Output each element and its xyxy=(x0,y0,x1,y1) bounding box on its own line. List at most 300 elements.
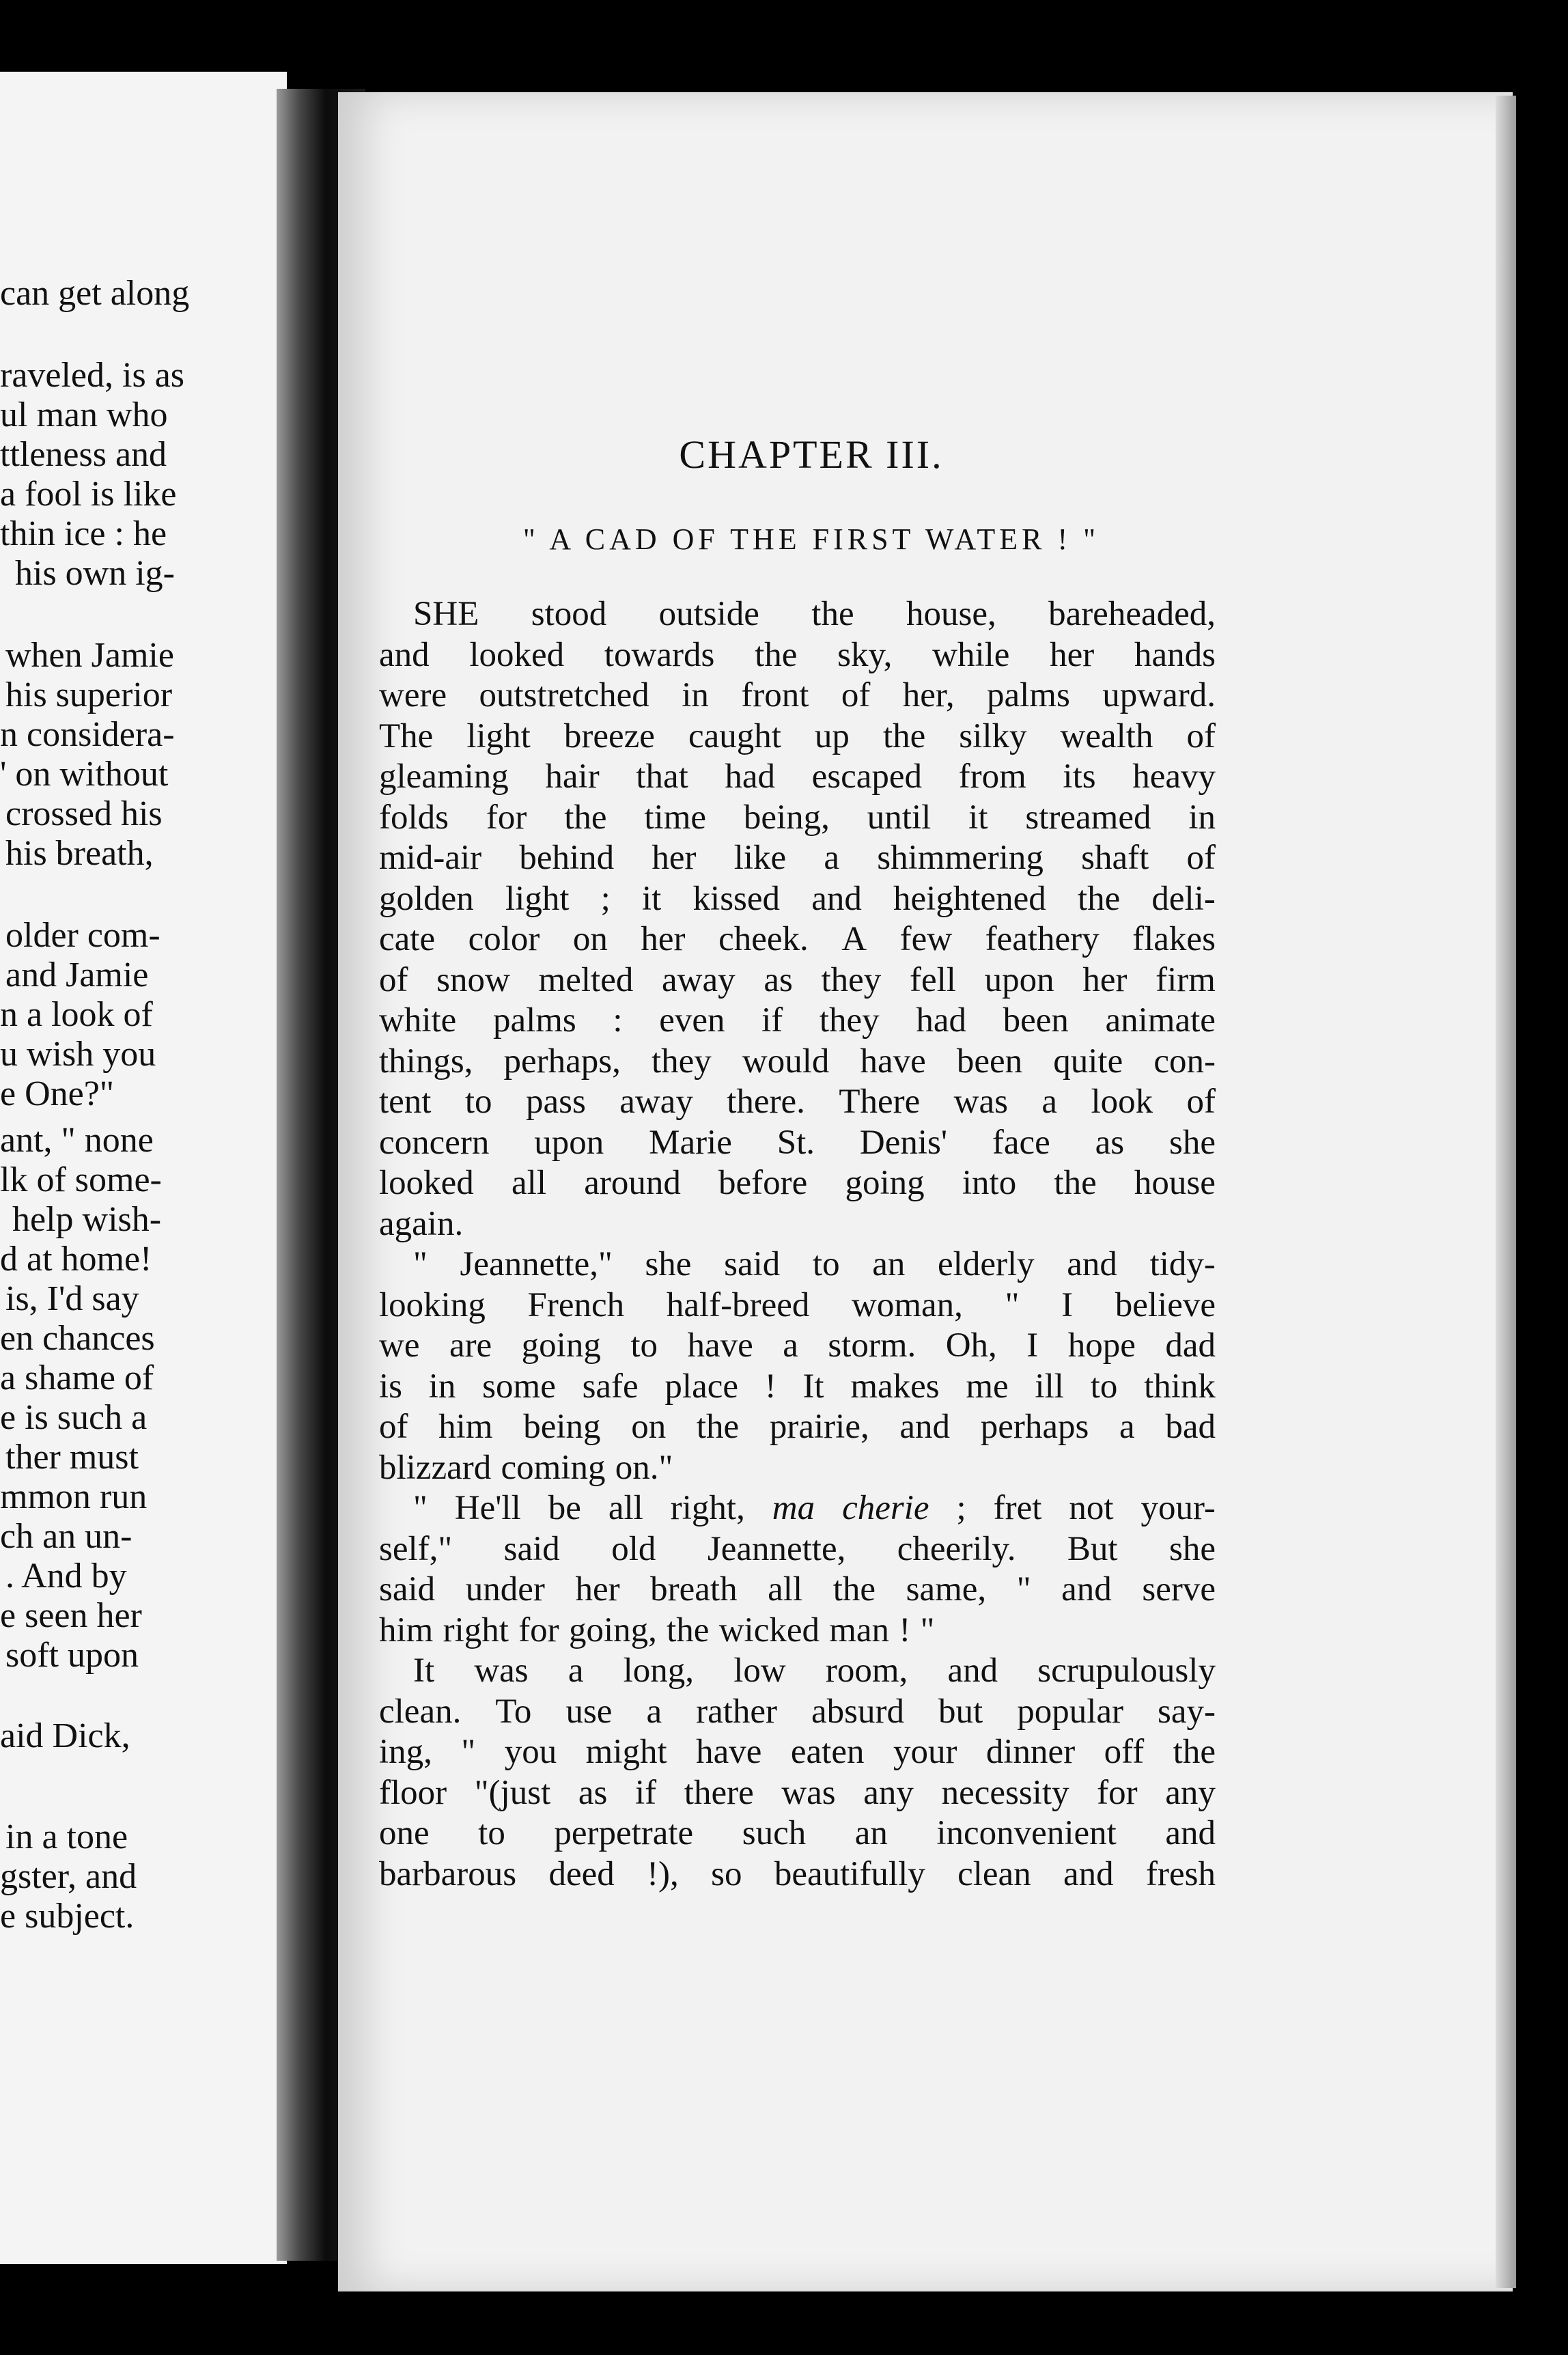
body-word: would xyxy=(742,1042,830,1081)
body-word: she xyxy=(1169,1529,1216,1568)
body-line xyxy=(379,1854,1216,1895)
body-line xyxy=(379,1692,1216,1733)
body-word: for xyxy=(486,798,527,837)
body-word: under xyxy=(465,1570,545,1608)
body-word: melted xyxy=(538,960,634,999)
body-word: light xyxy=(505,879,570,918)
body-word: elderly xyxy=(938,1245,1035,1283)
body-word: pass xyxy=(525,1083,586,1121)
body-word: few xyxy=(899,920,953,958)
body-word: woman, xyxy=(852,1285,963,1324)
body-word: an xyxy=(872,1245,906,1283)
left-page-line: thin ice : he xyxy=(0,514,167,553)
body-word: tent xyxy=(379,1083,432,1121)
body-word: of xyxy=(1186,716,1216,755)
body-word: on xyxy=(631,1408,667,1446)
body-line xyxy=(379,1529,1216,1570)
left-page-line: e seen her xyxy=(0,1596,142,1635)
body-word: use xyxy=(565,1692,613,1731)
body-word: " xyxy=(920,1611,935,1649)
body-word: was xyxy=(781,1773,836,1812)
body-word: the xyxy=(667,1611,710,1649)
body-line xyxy=(379,1570,1216,1611)
left-page-line: aid Dick, xyxy=(0,1716,130,1755)
body-word: and xyxy=(899,1408,951,1446)
body-line xyxy=(379,635,1216,676)
body-word: white xyxy=(379,1001,457,1040)
body-word: was xyxy=(474,1652,529,1690)
body-word: color xyxy=(468,920,540,958)
body-line xyxy=(379,675,1216,716)
body-word: half-breed xyxy=(666,1285,810,1324)
body-word: looking xyxy=(379,1285,486,1324)
body-word: Oh, xyxy=(945,1326,997,1365)
body-word: bareheaded, xyxy=(1048,595,1216,633)
body-word: in xyxy=(428,1367,456,1406)
body-word: long, xyxy=(623,1652,695,1690)
body-word: the xyxy=(1077,879,1121,918)
chapter-body xyxy=(379,594,1216,1895)
body-word: time xyxy=(644,798,707,837)
body-word: outside xyxy=(658,595,759,633)
body-word: ! xyxy=(899,1611,911,1649)
body-word: like xyxy=(733,839,787,877)
body-word: mid-air xyxy=(379,839,482,877)
body-word: looked xyxy=(469,635,565,674)
body-word: snow xyxy=(436,960,510,999)
body-word: it xyxy=(968,798,988,837)
body-word: blizzard xyxy=(379,1448,492,1487)
body-word: look xyxy=(1091,1083,1153,1121)
body-word: her xyxy=(641,920,686,958)
body-word: an xyxy=(854,1814,888,1852)
body-word: fell xyxy=(909,960,956,999)
left-page-line: lk of some- xyxy=(0,1160,162,1199)
chapter-title: CHAPTER III. xyxy=(679,432,944,477)
body-word: hope xyxy=(1067,1326,1136,1365)
body-word: safe xyxy=(582,1367,639,1406)
body-word: !), xyxy=(647,1854,679,1893)
body-word: we xyxy=(379,1326,420,1365)
body-word: old xyxy=(611,1529,656,1568)
body-word: to xyxy=(478,1814,505,1852)
body-word: the xyxy=(1173,1733,1216,1771)
body-word: escaped xyxy=(811,757,923,796)
body-word: wealth xyxy=(1060,716,1153,755)
body-word: fret xyxy=(993,1489,1042,1527)
body-word: had xyxy=(725,757,776,796)
body-word: ma xyxy=(772,1489,815,1527)
body-word: " xyxy=(461,1733,476,1771)
body-word: place xyxy=(664,1367,738,1406)
body-word: the xyxy=(755,635,798,674)
body-word: towards xyxy=(604,635,715,674)
left-page-line: and Jamie xyxy=(5,956,149,994)
body-word: to xyxy=(464,1083,492,1121)
body-word: been xyxy=(1003,1001,1069,1040)
body-line xyxy=(379,879,1216,920)
body-word: and xyxy=(1165,1814,1216,1852)
body-word: perhaps, xyxy=(503,1042,621,1081)
body-word: until xyxy=(867,798,932,837)
body-word: while xyxy=(932,635,1010,674)
body-word: they xyxy=(819,1001,880,1040)
body-word: golden xyxy=(379,879,474,918)
body-word: gleaming xyxy=(379,757,509,796)
body-word: a xyxy=(1041,1083,1058,1121)
body-word: a xyxy=(646,1692,662,1731)
body-word: room, xyxy=(825,1652,908,1690)
body-word: of xyxy=(1186,839,1216,877)
left-page-line: ther must xyxy=(5,1438,139,1477)
body-word: said xyxy=(379,1570,436,1608)
left-page-line: en chances xyxy=(0,1319,155,1358)
body-word: " xyxy=(413,1489,428,1527)
body-word: man xyxy=(829,1611,890,1649)
body-line xyxy=(379,1244,1216,1285)
body-word: palms xyxy=(987,676,1070,714)
body-word: been xyxy=(956,1042,1023,1081)
body-word: there. xyxy=(727,1083,805,1121)
left-page-line: gster, and xyxy=(0,1857,137,1896)
body-word: of xyxy=(1186,1083,1216,1121)
body-word: right, xyxy=(670,1489,745,1527)
body-word: con- xyxy=(1153,1042,1216,1081)
body-word: to xyxy=(630,1326,658,1365)
left-page-line: when Jamie xyxy=(5,636,174,675)
body-word: into xyxy=(962,1164,1017,1202)
body-line xyxy=(379,594,1216,635)
body-word: firm xyxy=(1156,960,1216,999)
body-word: away xyxy=(662,960,736,999)
body-word: some xyxy=(482,1367,556,1406)
body-word: perpetrate xyxy=(554,1814,694,1852)
body-line xyxy=(379,1204,1216,1245)
body-word: if xyxy=(635,1773,657,1812)
body-word: be xyxy=(548,1489,581,1527)
page-edge xyxy=(1496,96,1516,2288)
left-page-line: mmon run xyxy=(0,1477,148,1516)
body-word: all xyxy=(768,1570,803,1608)
body-line xyxy=(379,1326,1216,1367)
body-word: cherie xyxy=(842,1489,929,1527)
body-word: " xyxy=(1016,1570,1031,1608)
body-word: said xyxy=(503,1529,560,1568)
body-word: of xyxy=(379,1408,408,1446)
body-word: palms xyxy=(492,1001,576,1040)
body-word: that xyxy=(636,757,688,796)
body-word: said xyxy=(724,1245,781,1283)
body-word: A xyxy=(841,920,867,958)
body-word: she xyxy=(1168,1123,1216,1162)
left-page-line: in a tone xyxy=(5,1817,128,1856)
body-word: necessity xyxy=(941,1773,1069,1812)
left-page-line: a fool is like xyxy=(0,475,177,514)
body-line xyxy=(379,1732,1216,1773)
body-word: French xyxy=(527,1285,625,1324)
body-line xyxy=(379,716,1216,757)
body-word: again. xyxy=(379,1204,464,1243)
left-page-line: ttleness and xyxy=(0,435,167,474)
body-word: him xyxy=(379,1611,434,1649)
body-word: in xyxy=(682,676,709,714)
body-line xyxy=(379,960,1216,1001)
body-word: a xyxy=(1119,1408,1135,1446)
body-word: I xyxy=(1026,1326,1039,1365)
body-word: The xyxy=(379,716,434,755)
body-word: and xyxy=(1067,1245,1117,1283)
body-word: hair xyxy=(545,757,600,796)
body-word: perhaps xyxy=(980,1408,1089,1446)
body-word: stood xyxy=(531,595,607,633)
body-line xyxy=(379,1448,1216,1489)
body-word: him xyxy=(438,1408,493,1446)
body-word: cheerily. xyxy=(897,1529,1016,1568)
body-word: going xyxy=(845,1164,925,1202)
left-page-line: a shame of xyxy=(0,1358,154,1397)
body-word: dad xyxy=(1165,1326,1216,1365)
body-word: barbarous xyxy=(379,1854,517,1893)
body-word: deed xyxy=(548,1854,615,1893)
body-word: on xyxy=(572,920,608,958)
body-word: behind xyxy=(519,839,615,877)
body-word: ! xyxy=(764,1367,776,1406)
body-word: breath xyxy=(650,1570,738,1608)
left-page-line: e One?" xyxy=(0,1074,115,1113)
body-word: before xyxy=(718,1164,808,1202)
body-word: outstretched xyxy=(479,676,649,714)
body-line xyxy=(379,1773,1216,1814)
body-word: things, xyxy=(379,1042,473,1081)
body-word: its xyxy=(1063,757,1096,796)
left-page-line: . And by xyxy=(5,1557,127,1595)
body-word: sky, xyxy=(837,635,893,674)
body-word: I xyxy=(1061,1285,1074,1324)
body-word: of xyxy=(841,676,871,714)
body-word: and xyxy=(947,1652,998,1690)
body-word: they xyxy=(651,1042,712,1081)
body-word: serve xyxy=(1142,1570,1216,1608)
body-word: to xyxy=(812,1245,840,1283)
left-page-line: crossed his xyxy=(5,794,163,833)
body-word: the xyxy=(564,798,607,837)
body-word: heavy xyxy=(1132,757,1216,796)
body-word: there xyxy=(684,1773,754,1812)
body-word: low xyxy=(733,1652,786,1690)
body-word: wicked xyxy=(718,1611,820,1649)
body-word: self," xyxy=(379,1529,453,1568)
body-word: as xyxy=(1095,1123,1125,1162)
body-word: caught xyxy=(688,716,781,755)
body-word: ill xyxy=(1035,1367,1064,1406)
body-word: makes xyxy=(850,1367,940,1406)
left-page-line: can get along xyxy=(0,274,190,313)
body-word: and xyxy=(811,879,862,918)
body-word: prairie, xyxy=(769,1408,869,1446)
body-word: same, xyxy=(906,1570,987,1608)
body-word: to xyxy=(1090,1367,1118,1406)
body-word: face xyxy=(992,1123,1050,1162)
body-word: so xyxy=(711,1854,742,1893)
body-word: me xyxy=(966,1367,1009,1406)
body-word: such xyxy=(742,1814,807,1852)
body-word: from xyxy=(958,757,1026,796)
body-word: and xyxy=(1061,1570,1112,1608)
body-word: any xyxy=(863,1773,914,1812)
body-word: your xyxy=(893,1733,957,1771)
body-word: her, xyxy=(902,676,955,714)
body-word: feathery xyxy=(985,920,1100,958)
body-word: the xyxy=(832,1570,876,1608)
body-word: ; xyxy=(956,1489,966,1527)
body-line xyxy=(379,1042,1216,1083)
body-word: storm. xyxy=(828,1326,916,1365)
body-word: believe xyxy=(1115,1285,1216,1324)
body-word: around xyxy=(584,1164,681,1202)
body-word: floor xyxy=(379,1773,447,1812)
body-word: her xyxy=(575,1570,620,1608)
body-word: silky xyxy=(959,716,1027,755)
left-page-line: n a look of xyxy=(0,995,153,1034)
body-word: and xyxy=(1063,1854,1114,1893)
body-word: the xyxy=(1054,1164,1097,1202)
body-word: kissed xyxy=(692,879,781,918)
body-word: deli- xyxy=(1151,879,1216,918)
body-word: But xyxy=(1067,1529,1118,1568)
left-page-line: is, I'd say xyxy=(5,1279,139,1318)
body-word: have xyxy=(687,1326,753,1365)
body-word: To xyxy=(495,1692,532,1731)
body-word: going, xyxy=(568,1611,657,1649)
body-word: for xyxy=(518,1611,559,1649)
body-word: in xyxy=(1188,798,1216,837)
body-word: inconvenient xyxy=(936,1814,1117,1852)
left-page-line: d at home! xyxy=(0,1240,152,1279)
body-word: even xyxy=(659,1001,725,1040)
body-word: hands xyxy=(1134,635,1216,674)
body-word: flakes xyxy=(1132,920,1216,958)
body-word: popular xyxy=(1017,1692,1124,1731)
left-page xyxy=(0,72,287,2264)
body-word: Jeannette, xyxy=(707,1529,846,1568)
body-word: Jeannette," xyxy=(460,1245,613,1283)
body-word: on." xyxy=(615,1448,673,1487)
body-word: being, xyxy=(743,798,830,837)
body-word: was xyxy=(953,1083,1008,1121)
body-line xyxy=(379,919,1216,960)
body-word: the xyxy=(696,1408,740,1446)
body-line xyxy=(379,1407,1216,1448)
body-line xyxy=(379,1813,1216,1854)
body-word: a xyxy=(568,1652,584,1690)
body-line xyxy=(379,1123,1216,1164)
body-word: coming xyxy=(501,1448,606,1487)
body-word: away xyxy=(619,1083,693,1121)
body-word: have xyxy=(860,1042,926,1081)
body-word: tidy- xyxy=(1149,1245,1216,1283)
body-line xyxy=(379,838,1216,879)
body-word: absurd xyxy=(811,1692,905,1731)
body-word: quite xyxy=(1053,1042,1123,1081)
body-word: say- xyxy=(1158,1692,1216,1731)
body-word: SHE xyxy=(413,595,479,633)
body-word: concern xyxy=(379,1123,490,1162)
left-page-line: ul man who xyxy=(0,395,168,434)
body-word: clean. xyxy=(379,1692,462,1731)
body-word: she xyxy=(645,1245,692,1283)
body-word: of xyxy=(379,960,408,999)
body-word: as xyxy=(578,1773,608,1812)
body-word: is xyxy=(379,1367,403,1406)
body-line xyxy=(379,1082,1216,1123)
body-word: looked xyxy=(379,1164,474,1202)
left-page-line: ' on without xyxy=(0,755,169,794)
body-word: bad xyxy=(1165,1408,1216,1446)
body-word: clean xyxy=(957,1854,1031,1893)
body-word: as xyxy=(764,960,793,999)
body-word: up xyxy=(814,716,850,755)
body-word: cate xyxy=(379,920,436,958)
body-word: ing, xyxy=(379,1733,432,1771)
body-word: shimmering xyxy=(877,839,1044,877)
left-page-line: his superior xyxy=(5,675,173,714)
left-page-line: e is such a xyxy=(0,1398,148,1437)
body-line xyxy=(379,1488,1216,1529)
body-word: one xyxy=(379,1814,430,1852)
body-word: streamed xyxy=(1025,798,1151,837)
body-word: Denis' xyxy=(859,1123,948,1162)
body-word: all xyxy=(512,1164,546,1202)
body-word: the xyxy=(811,595,854,633)
body-word: they xyxy=(821,960,882,999)
left-page-line: his breath, xyxy=(5,834,154,873)
body-word: Marie xyxy=(649,1123,732,1162)
body-word: upon xyxy=(534,1123,604,1162)
body-word: her xyxy=(1082,960,1128,999)
left-page-line: u wish you xyxy=(0,1035,156,1074)
body-word: the xyxy=(882,716,926,755)
body-word: light xyxy=(466,716,531,755)
body-word: St. xyxy=(776,1123,815,1162)
body-word: dinner xyxy=(985,1733,1076,1771)
left-page-line: e subject. xyxy=(0,1897,135,1936)
body-word: have xyxy=(696,1733,762,1771)
body-word: a xyxy=(824,839,840,877)
left-page-line: his own ig- xyxy=(15,554,175,593)
body-word: any xyxy=(1165,1773,1216,1812)
body-word: going xyxy=(521,1326,601,1365)
body-word: shaft xyxy=(1081,839,1149,877)
left-page-line: raveled, is as xyxy=(0,356,185,395)
body-line xyxy=(379,1611,1216,1652)
body-word: a xyxy=(783,1326,798,1365)
body-word: " xyxy=(413,1245,428,1283)
body-word: fresh xyxy=(1146,1854,1216,1893)
body-line xyxy=(379,1001,1216,1042)
left-page-line: n considera- xyxy=(0,715,175,754)
body-word: being xyxy=(523,1408,601,1446)
body-word: rather xyxy=(696,1692,778,1731)
body-word: It xyxy=(413,1652,435,1690)
left-page-line: ant, " none xyxy=(0,1121,154,1160)
body-word: There xyxy=(839,1083,921,1121)
body-word: not xyxy=(1069,1489,1114,1527)
body-word: for xyxy=(1097,1773,1138,1812)
body-line xyxy=(379,1367,1216,1408)
body-word: ; xyxy=(600,879,611,918)
body-word: right xyxy=(443,1611,509,1649)
left-page-line: ch an un- xyxy=(0,1517,132,1556)
